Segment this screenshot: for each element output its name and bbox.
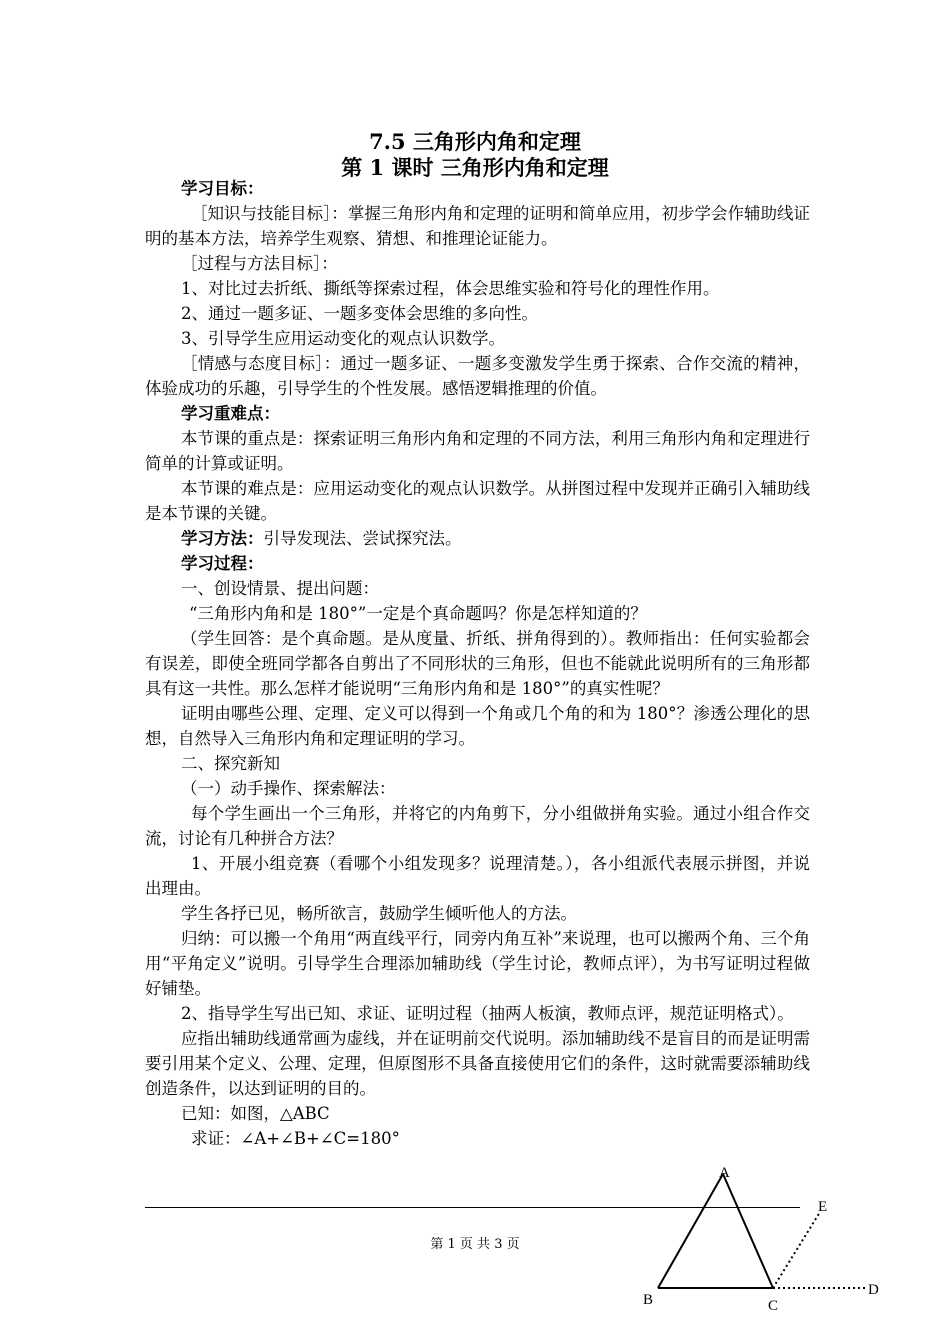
triangle-figure [630, 1160, 890, 1320]
process-goal-2: 2、通过一题多证、一题多变体会思维的多向性。 [181, 304, 538, 323]
side-ab [658, 1174, 723, 1288]
part1-proof: 证明由哪些公理、定理、定义可以得到一个角或几个角的和为 180°？渗透公理化的思想，自然导入三角形内角和定理证明的学习。 [145, 704, 810, 748]
knowledge-goal: ［知识与技能目标］：掌握三角形内角和定理的证明和简单应用，初步学会作辅助线证明的基本方法，培养学生观察、猜想、和推理论证能力。 [145, 204, 810, 248]
process-goal-heading: ［过程与方法目标］： [181, 254, 338, 273]
page-footer: 第 1 页 共 3 页 [430, 1237, 520, 1252]
process-goal-3: 3、引导学生应用运动变化的观点认识数学。 [181, 329, 505, 348]
label-e: E [818, 1199, 828, 1215]
method-heading: 学习方法： [181, 529, 264, 548]
part1-answer: （学生回答：是个真命题。是从度量、折纸、拼角得到的）。教师指出：任何实验都会有误差，即使全班同学都各自剪出了不同形状的三角形，但也不能就此说明所有的三角形都具有这一共性。那么怎样才能说明“三角形内角和是 180°”的真实性呢？ [145, 629, 810, 698]
document-body [145, 176, 810, 1151]
part2-paragraph-3: 学生各抒已见，畅所欲言，鼓励学生倾听他人的方法。 [181, 904, 577, 923]
part2-subheading: （一）动手操作、探索解法： [181, 779, 396, 798]
method-line [145, 526, 810, 551]
process-goal-1: 1、对比过去折纸、撕纸等探索过程，体会思维实验和符号化的理性作用。 [181, 279, 720, 298]
label-b: B [643, 1292, 654, 1308]
side-ac [723, 1174, 773, 1288]
part1-heading: 一、创设情景、提出问题： [181, 579, 379, 598]
label-a: A [719, 1165, 730, 1181]
ray-ce [773, 1212, 820, 1288]
goals-heading: 学习目标： [181, 179, 264, 198]
part2-paragraph-2: 1、开展小组竞赛（看哪个小组发现多？说理清楚。），各小组派代表展示拼图，并说出理由。 [145, 854, 810, 898]
prove-statement: 求证：∠A+∠B+∠C=180° [191, 1129, 400, 1148]
given-statement: 已知：如图，△ABC [181, 1104, 330, 1123]
part2-paragraph-4: 归纳：可以搬一个角用“两直线平行，同旁内角互补”来说理，也可以搬两个角、三个角用“平角定义”说明。引导学生合理添加辅助线（学生讨论，教师点评），为书写证明过程做好铺垫。 [145, 929, 810, 998]
part2-heading: 二、探究新知 [181, 754, 280, 773]
method-text: 引导发现法、尝试探究法。 [263, 529, 462, 548]
process-heading: 学习过程： [181, 554, 264, 573]
part2-paragraph-5: 2、指导学生写出已知、求证、证明过程（抽两人板演，教师点评，规范证明格式）。 [181, 1004, 794, 1023]
title-line-2: 第 1 课时 三角形内角和定理 [341, 155, 609, 180]
key-point-2: 本节课的难点是：应用运动变化的观点认识数学。从拼图过程中发现并正确引入辅助线是本节课的关键。 [145, 479, 810, 523]
key-points-heading: 学习重难点： [181, 404, 280, 423]
label-d: D [868, 1282, 879, 1298]
part2-paragraph-6: 应指出辅助线通常画为虚线，并在证明前交代说明。添加辅助线不是盲目的而是证明需要引用某个定义、公理、定理，但原图形不具备直接使用它们的条件，这时就需要添辅助线创造条件，以达到证明的目的。 [145, 1029, 810, 1098]
label-c: C [768, 1298, 779, 1314]
key-point-1: 本节课的重点是：探索证明三角形内角和定理的不同方法，利用三角形内角和定理进行简单的计算或证明。 [145, 429, 810, 473]
title-line-1: 7.5 三角形内角和定理 [369, 129, 581, 154]
part1-question: “三角形内角和是 180°”一定是个真命题吗？你是怎样知道的？ [189, 604, 647, 623]
emotion-goal: ［情感与态度目标］：通过一题多证、一题多变激发学生勇于探索、合作交流的精神，体验成功的乐趣，引导学生的个性发展。感悟逻辑推理的价值。 [145, 354, 810, 398]
part2-paragraph-1: 每个学生画出一个三角形，并将它的内角剪下，分小组做拼角实验。通过小组合作交流，讨论有几种拼合方法？ [145, 804, 810, 848]
